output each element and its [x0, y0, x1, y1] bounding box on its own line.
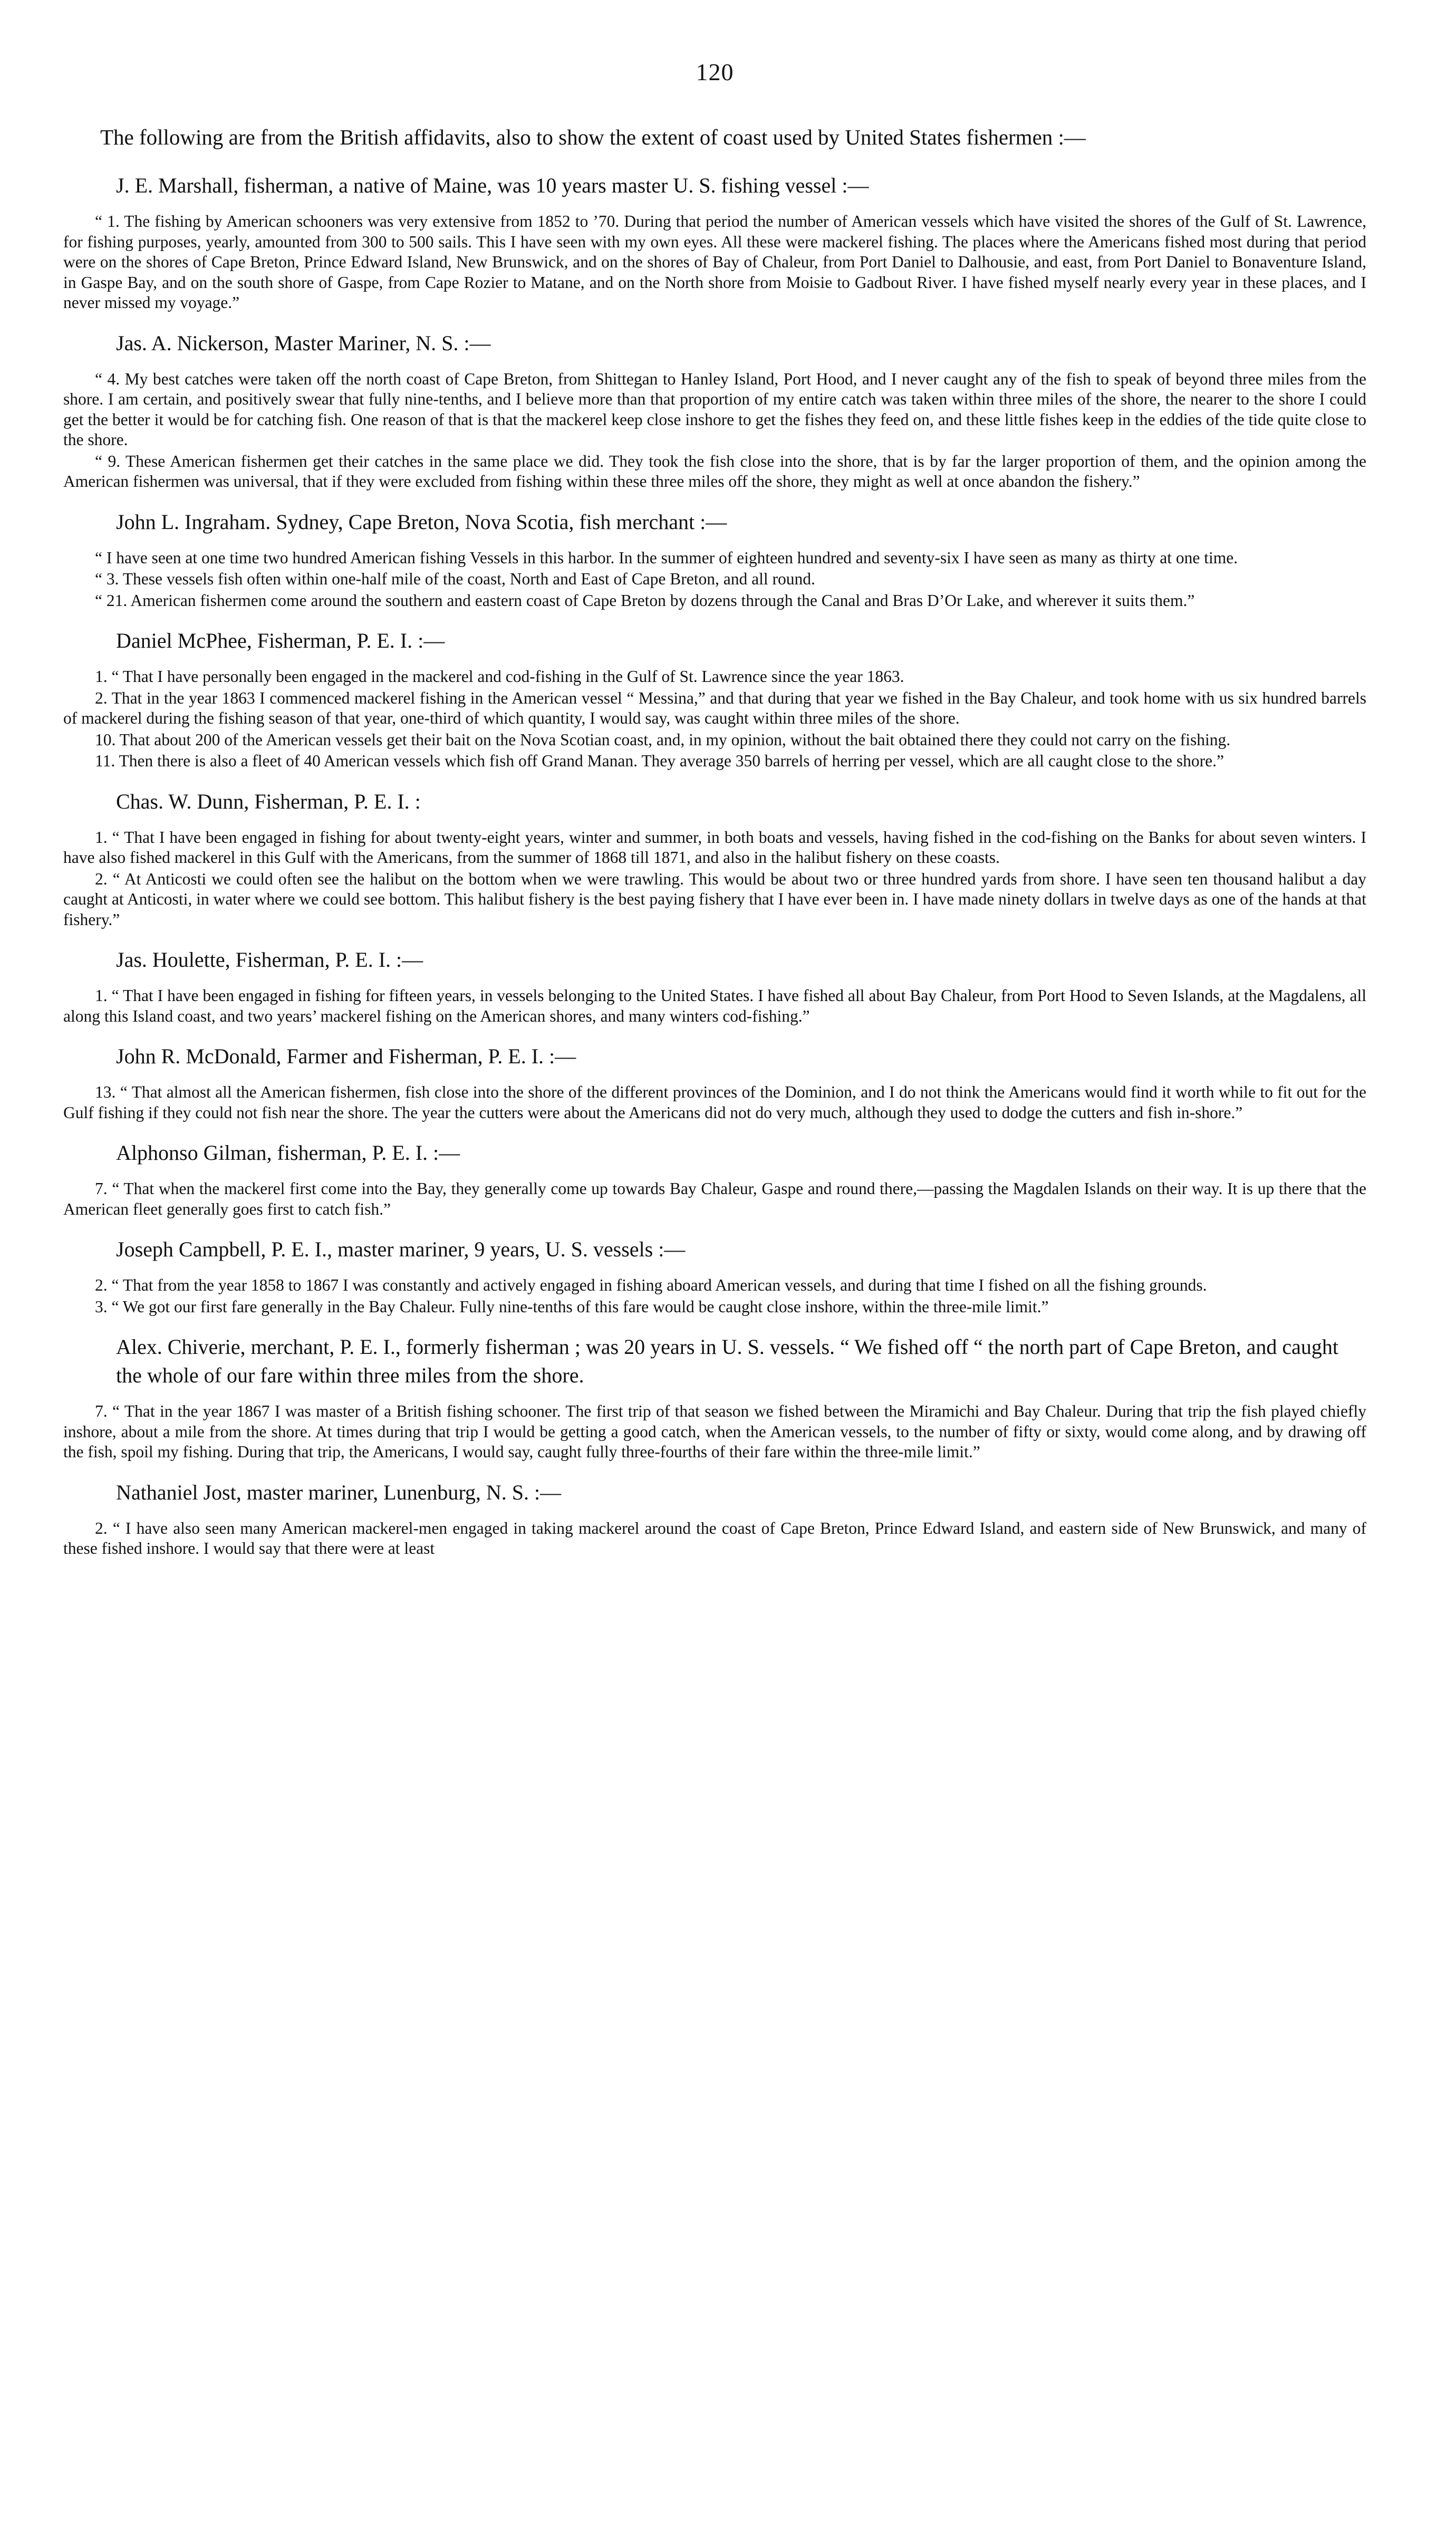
affidavit-paragraph: 7. “ That in the year 1867 I was master of a British fishing schooner. The first trip of that season we fished between the Miramichi and Bay Chaleur. During that trip the fish played chiefly inshore, about a mile from the shore. At times during that trip I would be getting a good catch, when the American vessels, to the number of fifty or sixty, would come along, and by drawing off the fish, spoil my fishing. During that trip, the Americans, I would say, caught fully three-fourths of their fare within the three-mile limit.” [63, 1402, 1366, 1461]
affidavit-entry [63, 1478, 1366, 1559]
affidavit-paragraph: 3. “ We got our first fare generally in the Bay Chaleur. Fully nine-tenths of this fare would be caught close inshore, within the three-mile limit.” [95, 1297, 1049, 1316]
affidavit-paragraph: “ 1. The fishing by American schooners was very extensive from 1852 to ’70. During that period the number of American vessels which have visited the shores of the Gulf of St. Lawrence, for fishing purposes, yearly, amounted from 300 to 500 sails. This I have seen with my own eyes. All these were mackerel fishing. The places where the Americans fished most during that period were on the shores of Cape Breton, Prince Edward Island, New Brunswick, and on the shores of Bay of Chaleur, from Port Daniel to Dalhousie, and east, from Port Daniel to Bonaventure Island, in Gaspe Bay, and on the south shore of Gaspe, from Cape Rozier to Matane, and on the North shore from Moisie to Gadbout River. I have fished myself nearly every year in these places, and I never missed my voyage.” [63, 212, 1366, 312]
affidavit-paragraph: “ 9. These American fishermen get their catches in the same place we did. They took the fish close into the shore, that is by far the larger proportion of them, and the opinion among the American fishermen was universal, that if they were excluded from fishing within these three miles off the shore, they might as well at once abandon the fishery.” [63, 451, 1366, 491]
affidavit-entry [63, 1333, 1366, 1463]
deponent-heading: Chas. W. Dunn, Fisherman, P. E. I. : [116, 789, 421, 813]
affidavit-entry [63, 1235, 1366, 1317]
deponent-heading: Joseph Campbell, P. E. I., master mariner, 9 years, U. S. vessels :— [116, 1237, 686, 1261]
affidavit-paragraph: 2. That in the year 1863 I commenced mackerel fishing in the American vessel “ Messina,” and that during that year we fished in the Bay Chaleur, and took home with us six hundred barrels of mackerel during the fishing season of that year, one-third of which quantity, I would say, was caught within three miles of the shore. [63, 688, 1366, 727]
affidavit-entry [63, 329, 1366, 492]
affidavit-paragraph: 1. “ That I have been engaged in fishing for fifteen years, in vessels belonging to the United States. I have fished all about Bay Chaleur, from Port Hood to Seven Islands, at the Magdalens, all along this Island coast, and two years’ mackerel fishing on the American shores, and many winters cod-fishing.” [63, 986, 1366, 1025]
affidavit-paragraph: 13. “ That almost all the American fishermen, fish close into the shore of the different provinces of the Dominion, and I do not think the Americans would find it worth while to fit out for the Gulf fishing if they could not fish near the shore. The year the cutters were about the Americans did not do very much, although they used to dodge the cutters and fish in-shore.” [63, 1083, 1366, 1122]
deponent-heading: John L. Ingraham. Sydney, Cape Breton, Nova Scotia, fish merchant :— [116, 509, 727, 534]
affidavit-paragraph: “ 4. My best catches were taken off the north coast of Cape Breton, from Shittegan to Hanley Island, Port Hood, and I never caught any of the fish to speak of beyond three miles from the shore. I am certain, and positively swear that fully nine-tenths, and I believe more than that proportion of my entire catch was taken within three miles of the shore, the nearer to the shore I could get the better it would be for catching fish. One reason of that is that the mackerel keep close inshore to get the fishes they feed on, and these little fishes keep in the eddies of the tide quite close to the shore. [63, 369, 1366, 449]
affidavit-list [63, 171, 1366, 1559]
deponent-heading: Alphonso Gilman, fisherman, P. E. I. :— [116, 1141, 460, 1165]
affidavit-paragraph: 7. “ That when the mackerel first come into the Bay, they generally come up towards Bay Chaleur, Gaspe and round there,—passing the Magdalen Islands on their way. It is up there that the American fleet generally goes first to catch fish.” [63, 1179, 1366, 1218]
intro-line: The following are from the British affidavits, also to show the extent of coast used by United States fishermen :— [100, 125, 1086, 149]
deponent-heading: Alex. Chiverie, merchant, P. E. I., formerly fisherman ; was 20 years in U. S. vessels. “ We fished off “ the north part of Cape Breton, and caught the whole of our fare within three miles from the shore. [116, 1335, 1339, 1387]
affidavit-paragraph: 2. “ At Anticosti we could often see the halibut on the bottom when we were trawling. This would be about two or three hundred yards from shore. I have seen ten thousand halibut a day caught at Anticosti, in water where we could see bottom. This halibut fishery is the best paying fishery that I have ever been in. I have made ninety dollars in twelve days as one of the hands at that fishery.” [63, 869, 1366, 929]
deponent-heading: Jas. A. Nickerson, Master Mariner, N. S. :— [116, 331, 491, 355]
affidavit-entry [63, 1042, 1366, 1123]
affidavit-entry [63, 787, 1366, 930]
deponent-heading: Nathaniel Jost, master mariner, Lunenburg, N. S. :— [116, 1480, 562, 1504]
deponent-heading: J. E. Marshall, fisherman, a native of Maine, was 10 years master U. S. fishing vessel :— [116, 174, 869, 197]
affidavit-paragraph: 10. That about 200 of the American vessels get their bait on the Nova Scotian coast, and, in my opinion, without the bait obtained there they could not carry on the fishing. [95, 730, 1231, 749]
page-number: 120 [696, 59, 734, 85]
deponent-heading: Jas. Houlette, Fisherman, P. E. I. :— [116, 948, 423, 972]
affidavit-paragraph: 1. “ That I have been engaged in fishing for about twenty-eight years, winter and summer, in both boats and vessels, having fished in the cod-fishing on the Banks for about seven winters. I have also fished mackerel in this Gulf with the Americans, from the summer of 1868 till 1871, and also in the halibut fishery on these coasts. [63, 828, 1366, 867]
affidavit-entry [63, 627, 1366, 772]
affidavit-entry [63, 508, 1366, 611]
affidavit-entry [63, 171, 1366, 313]
affidavit-paragraph: 2. “ I have also seen many American mackerel-men engaged in taking mackerel around the coast of Cape Breton, Prince Edward Island, and eastern side of New Brunswick, and many of these fished inshore. I would say that there were at least [63, 1518, 1366, 1558]
deponent-heading: John R. McDonald, Farmer and Fisherman, P. E. I. :— [116, 1044, 576, 1068]
affidavit-paragraph: 2. “ That from the year 1858 to 1867 I was constantly and actively engaged in fishing aboard American vessels, and during that time I fished on all the fishing grounds. [95, 1276, 1207, 1294]
affidavit-paragraph: 1. “ That I have personally been engaged in the mackerel and cod-fishing in the Gulf of St. Lawrence since the year 1863. [95, 667, 904, 686]
affidavit-paragraph: “ 3. These vessels fish often within one-half mile of the coast, North and East of Cape Breton, and all round. [95, 570, 815, 588]
affidavit-paragraph: “ 21. American fishermen come around the southern and eastern coast of Cape Breton by dozens through the Canal and Bras D’Or Lake, and wherever it suits them.” [95, 591, 1195, 610]
affidavit-entry [63, 946, 1366, 1026]
deponent-heading: Daniel McPhee, Fisherman, P. E. I. :— [116, 629, 445, 652]
affidavit-paragraph: 11. Then there is also a fleet of 40 American vessels which fish off Grand Manan. They average 350 barrels of herring per vessel, which are all caught close to the shore.” [95, 752, 1224, 770]
affidavit-entry [63, 1139, 1366, 1219]
affidavit-paragraph: “ I have seen at one time two hundred American fishing Vessels in this harbor. In the summer of eighteen hundred and seventy-six I have seen as many as thirty at one time. [95, 548, 1238, 567]
